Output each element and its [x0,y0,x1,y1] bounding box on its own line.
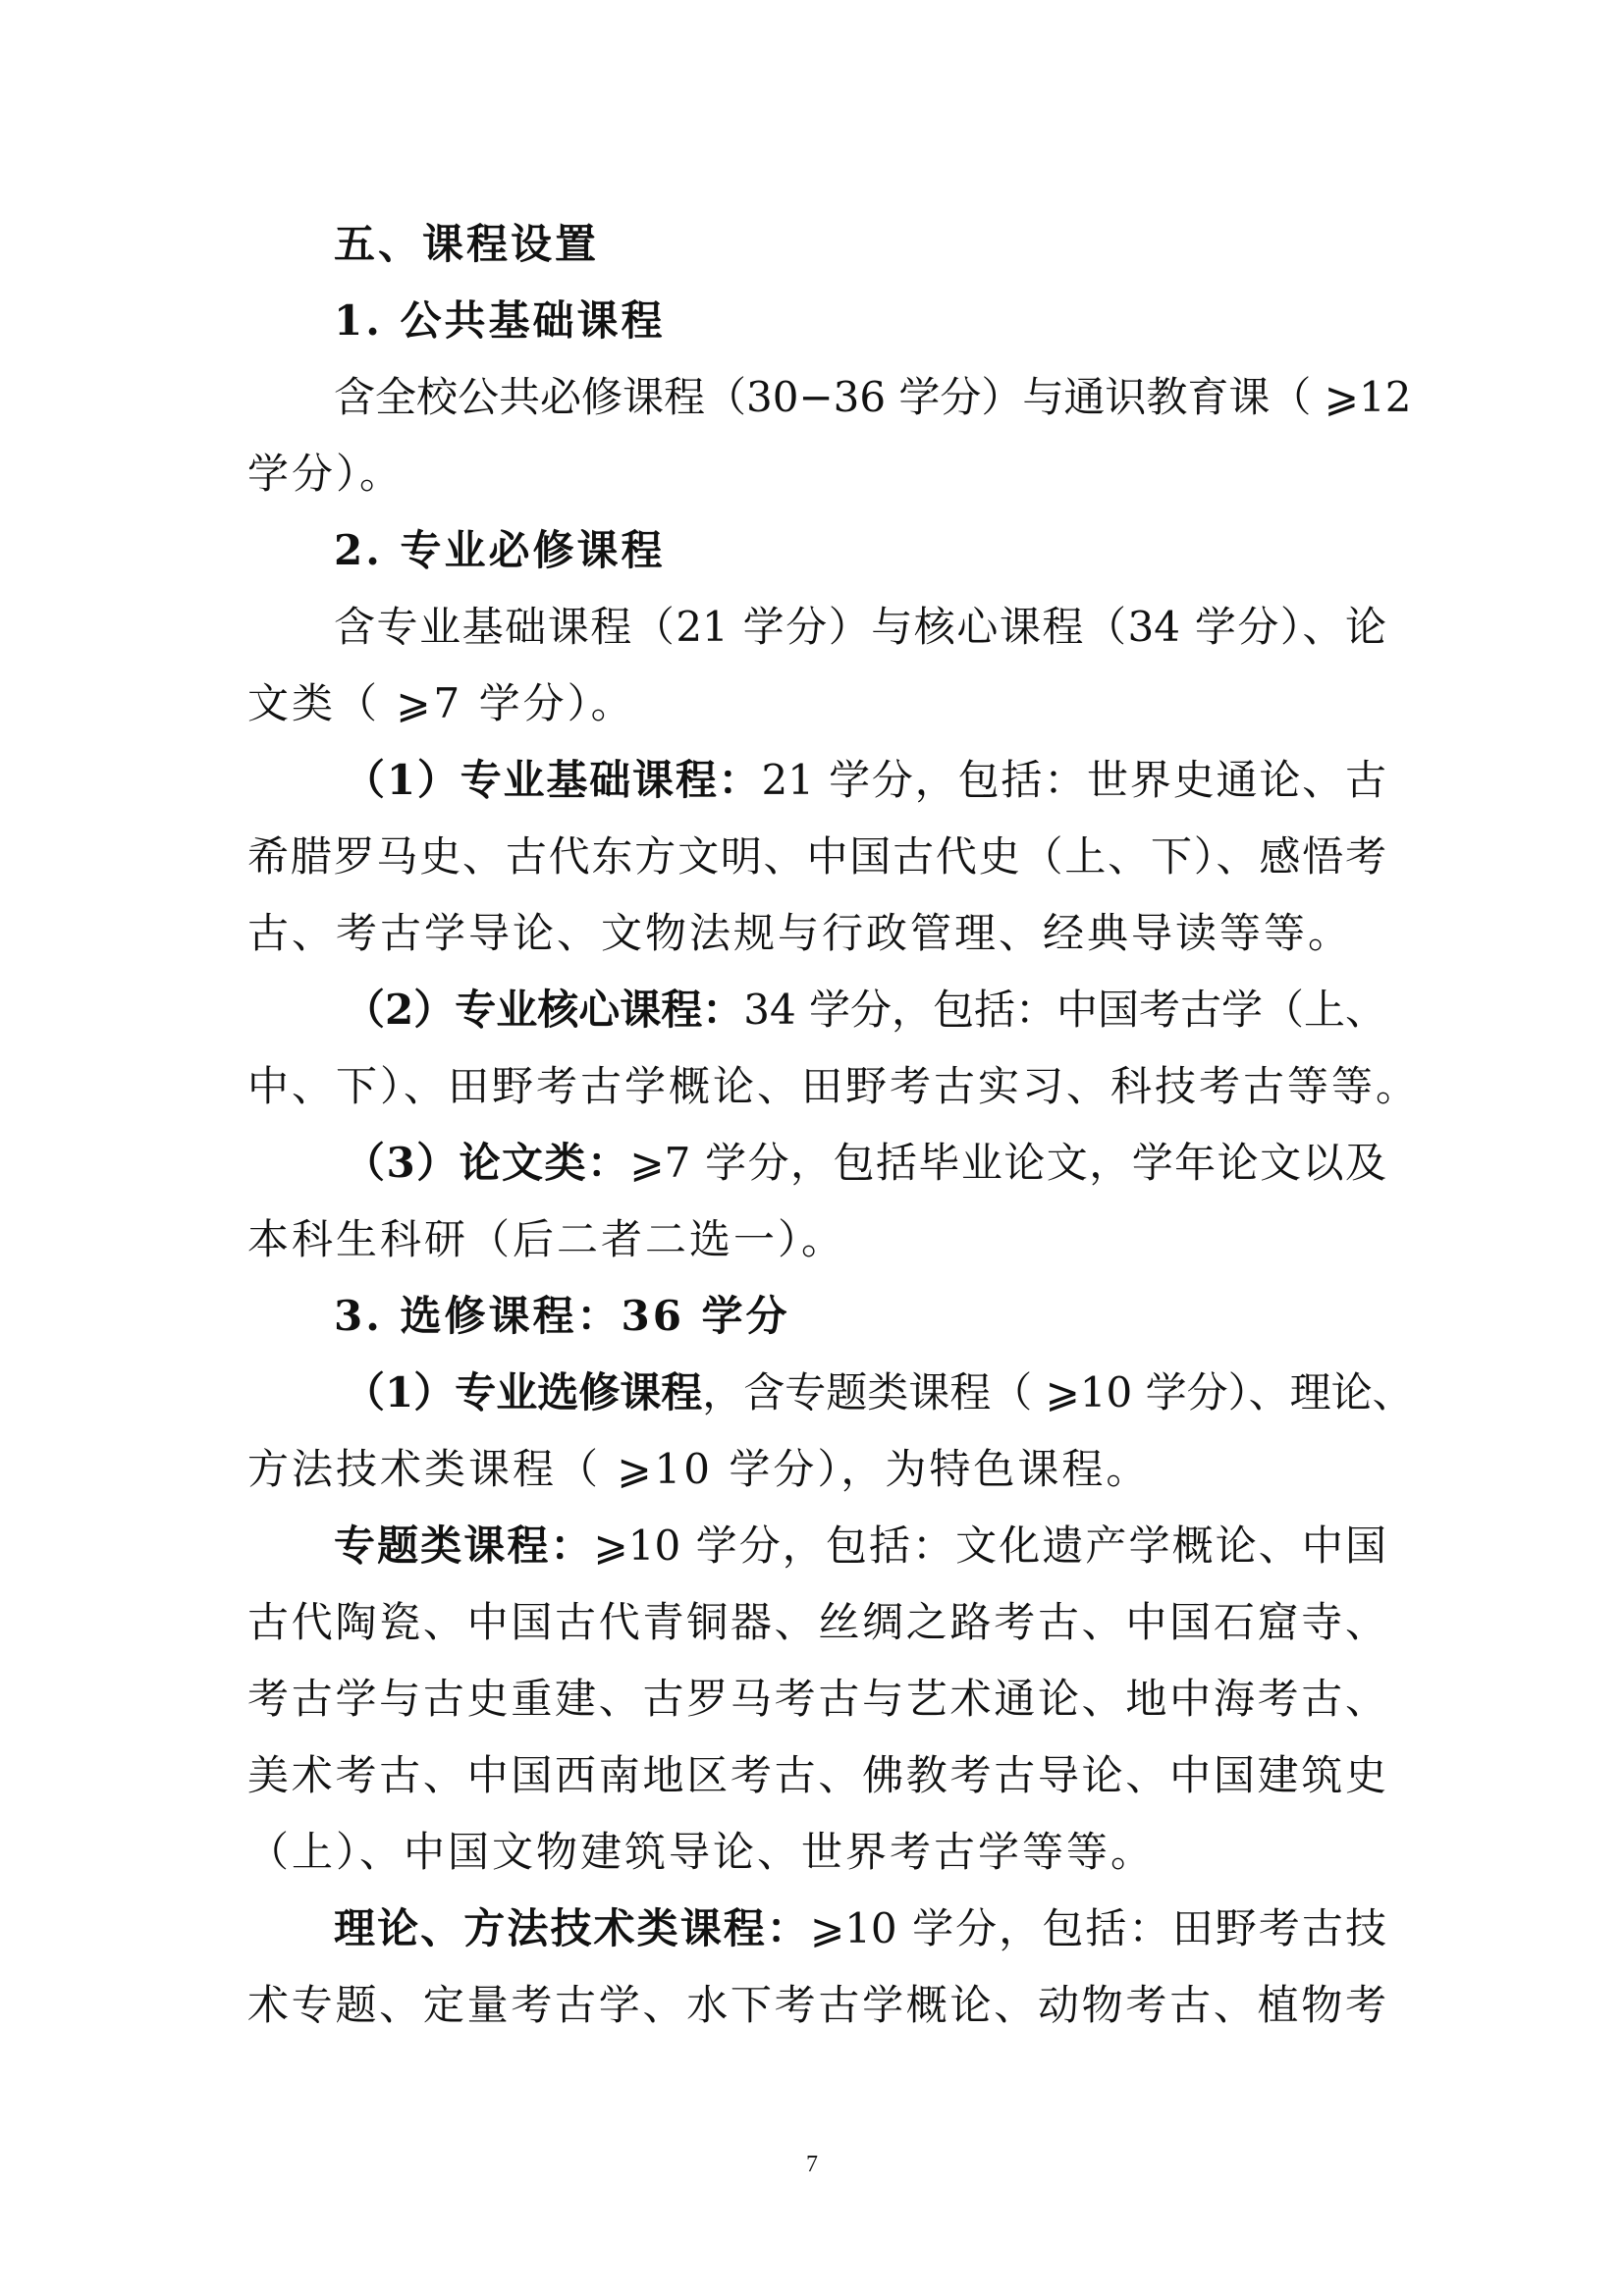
page-number: 7 [806,2152,818,2177]
paragraph-text: ⩾10 学分，包括：田野考古技 [810,1904,1386,1952]
document-page [247,206,1421,2044]
paragraph-line: （上）、中国文物建筑导论、世界考古学等等。 [247,1828,1156,1876]
paragraph-text: 21 学分，包括：世界史通论、古 [761,756,1387,804]
paragraph-text: ，含专题类课程（ ⩾10 学分）、理论、 [702,1368,1414,1416]
paragraph-line: 学分）。 [247,450,405,498]
paragraph-line: 文类（ ⩾7 学分）。 [247,679,635,727]
paragraph-line: 古代陶瓷、中国古代青铜器、丝绸之路考古、中国石窟寺、 [247,1598,1386,1646]
subheading-core-courses: （2）专业核心课程： [344,986,744,1034]
paragraph-text: 34 学分，包括：中国考古学（上、 [743,986,1387,1034]
subheading-thesis: （3）论文类： [344,1139,630,1187]
subheading-topic-courses: 专题类课程： [334,1522,594,1570]
subheading-theory-methods: 理论、方法技术类课程： [334,1904,810,1952]
paragraph-line: 方法技术类课程（ ⩾10 学分），为特色课程。 [247,1445,1151,1493]
paragraph-line: 含全校公共必修课程（30−36 学分）与通识教育课（ ⩾12 [334,373,1412,421]
paragraph-text: ⩾10 学分，包括：文化遗产学概论、中国 [593,1522,1386,1570]
paragraph-line: 美术考古、中国西南地区考古、佛教考古导论、中国建筑史 [247,1751,1386,1799]
subheading-major-electives: （1）专业选修课程 [344,1368,703,1416]
heading-public-courses: 1. 公共基础课程 [334,296,666,345]
paragraph-line: 术专题、定量考古学、水下考古学概论、动物考古、植物考 [247,1981,1386,2029]
paragraph-line: 希腊罗马史、古代东方文明、中国古代史（上、下）、感悟考 [247,832,1386,881]
paragraph-text: ⩾7 学分，包括毕业论文，学年论文以及 [629,1139,1386,1187]
paragraph-line [247,972,1386,1048]
paragraph-line: 含专业基础课程（21 学分）与核心课程（34 学分）、论 [334,603,1386,651]
paragraph-line [247,742,1386,819]
section-title: 五、课程设置 [334,220,600,268]
subheading-basic-courses: （1）专业基础课程： [344,756,762,804]
paragraph-line [247,1355,1414,1431]
paragraph-line [247,1891,1386,1967]
paragraph-line: 中、下）、田野考古学概论、田野考古实习、科技考古等等。 [247,1062,1421,1110]
paragraph-line [247,1508,1386,1584]
paragraph-line: 古、考古学导论、文物法规与行政管理、经典导读等等。 [247,909,1353,957]
paragraph-line: 本科生科研（后二者二选一）。 [247,1215,846,1263]
heading-required-courses: 2. 专业必修课程 [334,526,666,574]
paragraph-line: 考古学与古史重建、古罗马考古与艺术通论、地中海考古、 [247,1675,1386,1723]
heading-elective-courses: 3. 选修课程：36 学分 [334,1292,790,1340]
paragraph-line [247,1125,1386,1201]
